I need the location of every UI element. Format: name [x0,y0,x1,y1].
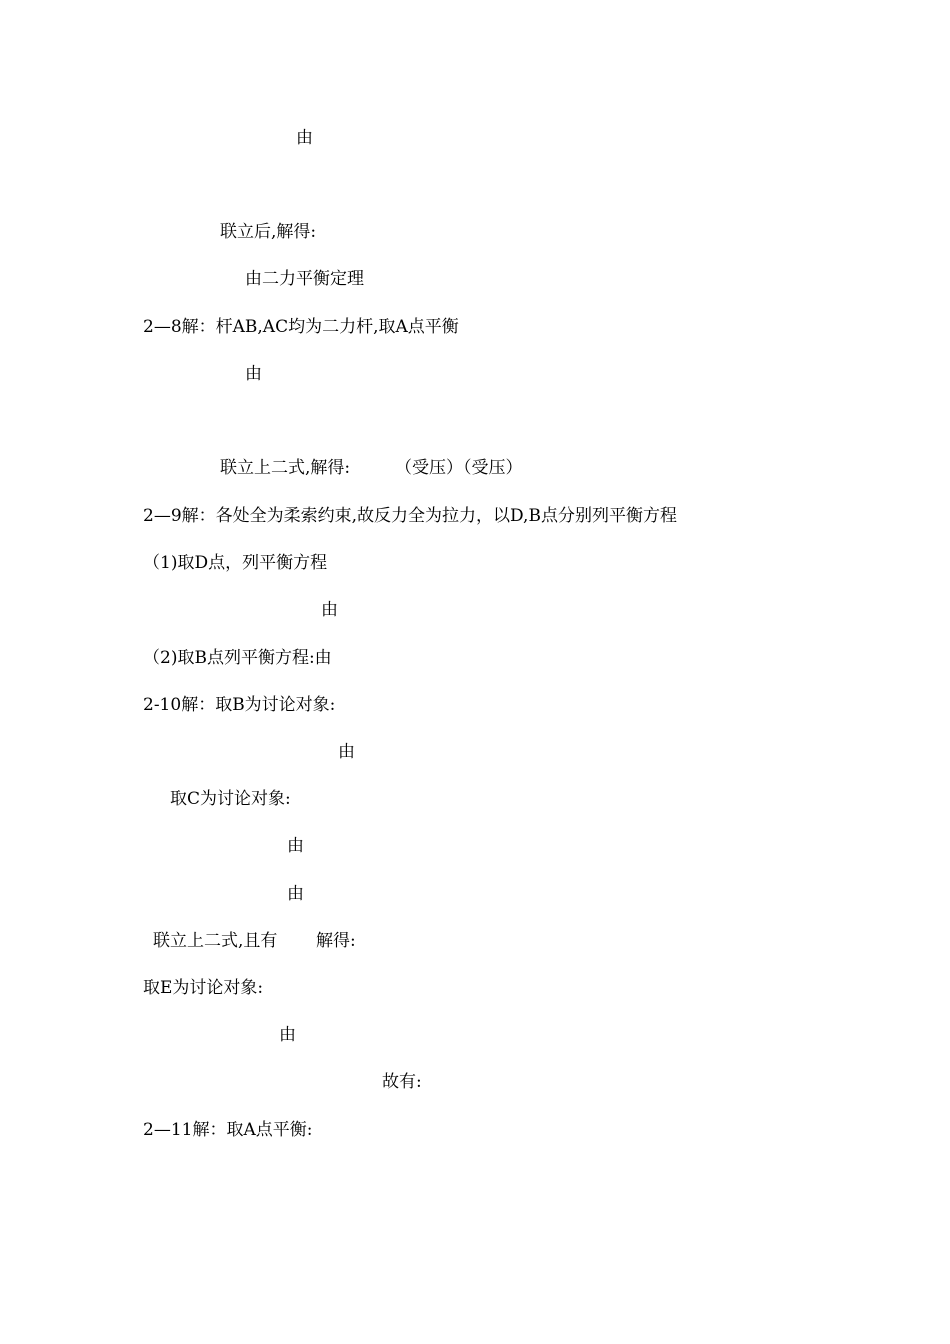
text-line-16-solve: 解得: [316,931,356,951]
text-line-12: 由 [338,742,355,762]
text-line-6: 联立上二式,解得: [220,458,351,478]
problem-2-9-heading: 2—9解：各处全为柔索约束,故反力全为拉力，以D,B点分别列平衡方程 [143,506,677,526]
text-line-1: 由 [296,128,313,148]
text-line-8: （1)取D点，列平衡方程 [143,553,328,573]
text-line-3: 由二力平衡定理 [245,269,364,289]
text-line-13: 取C为讨论对象: [170,789,291,809]
text-line-18: 由 [279,1025,296,1045]
text-line-5: 由 [245,364,262,384]
text-line-10: （2)取B点列平衡方程:由 [143,648,332,668]
text-line-9: 由 [321,600,338,620]
text-line-14: 由 [287,836,304,856]
text-line-19: 故有: [382,1072,422,1092]
text-line-15: 由 [287,884,304,904]
text-line-6-compression: （受压）（受压） [395,458,523,478]
text-line-2: 联立后,解得: [220,222,317,242]
problem-2-10-heading: 2-10解：取B为讨论对象: [143,695,336,715]
problem-2-8-heading: 2—8解：杆AB,AC均为二力杆,取A点平衡 [143,317,459,337]
problem-2-11-heading: 2—11解：取A点平衡: [143,1120,313,1140]
text-line-17: 取E为讨论对象: [143,978,264,998]
text-line-16: 联立上二式,且有 [153,931,278,951]
